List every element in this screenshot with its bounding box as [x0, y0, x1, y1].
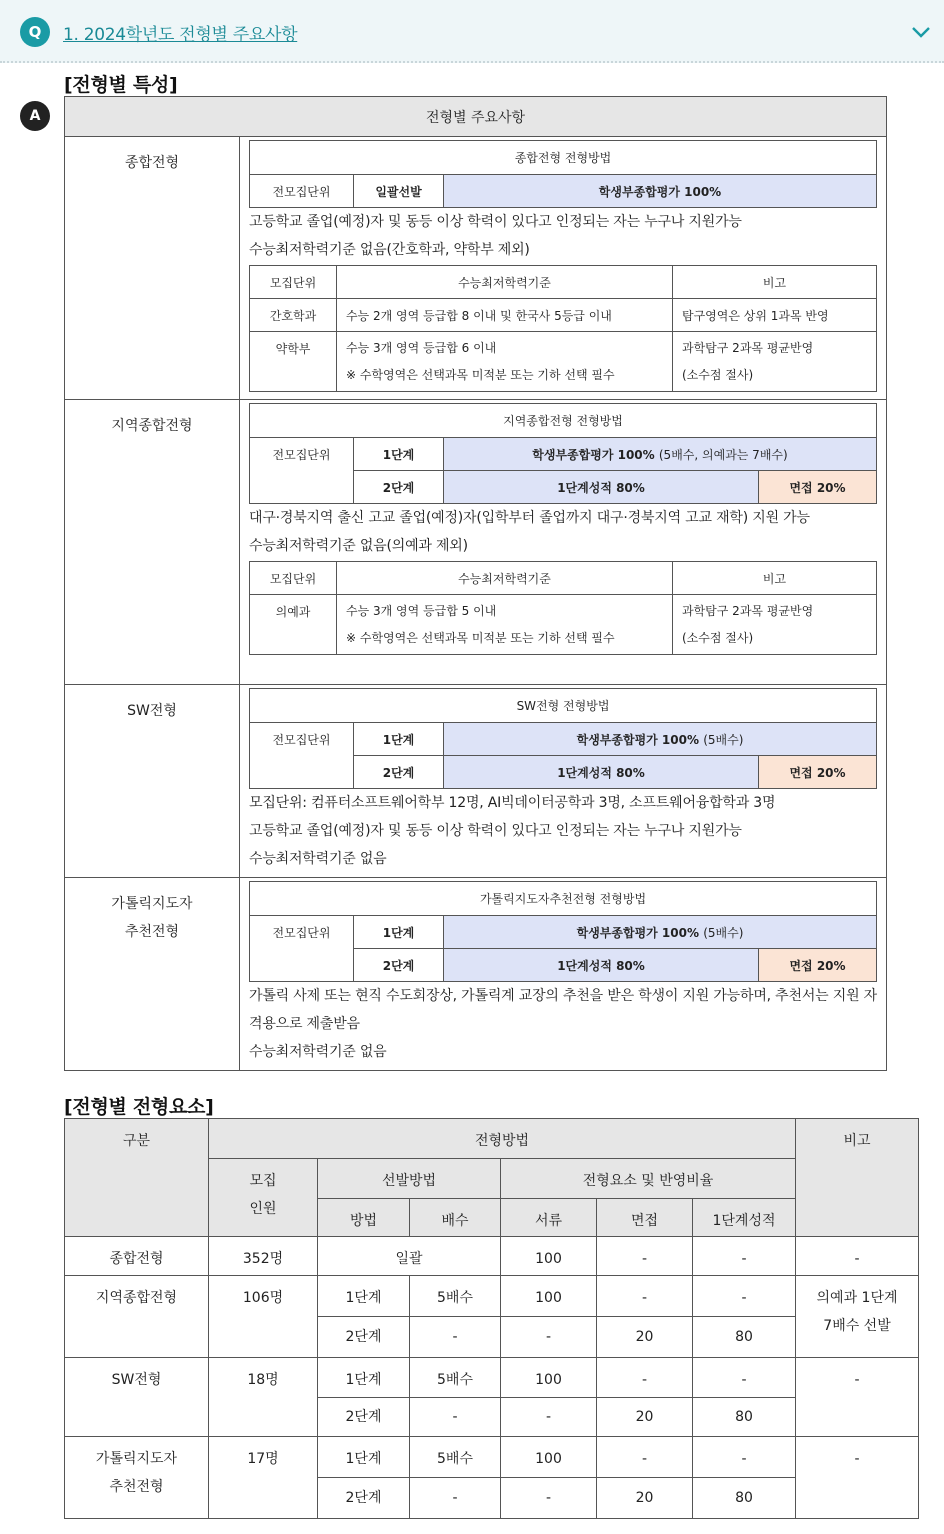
row-interview: 20 — [597, 1317, 693, 1358]
category-cell: SW전형 — [65, 685, 240, 878]
minimum-criteria-table — [249, 265, 877, 392]
eligibility-text: 고등학교 졸업(예정)자 및 동등 이상 학력이 있다고 인정되는 자는 누구나 지원가능 — [249, 823, 742, 839]
row-how: 1단계 — [318, 1276, 410, 1317]
table-row — [65, 400, 887, 685]
interview-cell: 면접 20% — [759, 471, 877, 504]
sub-header: 모집단위 — [250, 266, 337, 299]
row-how: 2단계 — [318, 1478, 410, 1519]
row-stage1-score: - — [693, 1276, 796, 1317]
sub-header: 비고 — [673, 266, 877, 299]
sub-note: 과학탐구 2과목 평균반영 (소수점 절사) — [673, 332, 877, 392]
details-cell — [240, 137, 887, 400]
row-category: 종합전형 — [65, 1237, 209, 1276]
faq-question-bar[interactable] — [0, 0, 944, 63]
row-docs: 100 — [501, 1276, 597, 1317]
row-multiple: - — [410, 1478, 501, 1519]
row-interview: - — [597, 1437, 693, 1478]
method-table — [249, 140, 877, 208]
table-row — [65, 1237, 919, 1276]
row-how: 2단계 — [318, 1398, 410, 1437]
row-stage1-score: 80 — [693, 1398, 796, 1437]
eligibility-text: 고등학교 졸업(예정)자 및 동등 이상 학력이 있다고 인정되는 자는 누구나 지원가능 — [249, 214, 742, 230]
table-row — [65, 137, 887, 400]
row-how: 2단계 — [318, 1317, 410, 1358]
sub-note: 과학탐구 2과목 평균반영 (소수점 절사) — [673, 595, 877, 655]
select-cell: 일괄선발 — [354, 175, 444, 208]
eval-cell: 1단계성적 80% — [444, 471, 759, 504]
eval-cell: 1단계성적 80% — [444, 949, 759, 982]
table-row — [65, 685, 887, 878]
row-interview: - — [597, 1237, 693, 1276]
method-title: 가톨릭지도자추천전형 전형방법 — [250, 882, 877, 916]
header-quota: 모집 인원 — [209, 1159, 318, 1237]
method-table — [249, 881, 877, 982]
category-cell: 종합전형 — [65, 137, 240, 400]
sub-unit: 간호학과 — [250, 299, 337, 332]
header-how: 방법 — [318, 1199, 410, 1237]
minimum-text: 수능최저학력기준 없음(의예과 제외) — [249, 538, 468, 554]
row-method: 일괄 — [318, 1237, 501, 1276]
table-row — [65, 1276, 919, 1317]
row-note: 의예과 1단계 7배수 선발 — [796, 1276, 919, 1358]
eligibility-text: 대구·경북지역 출신 고교 졸업(예정)자(입학부터 졸업까지 대구·경북지역 고교 재학) 지원 가능 — [249, 510, 810, 526]
header-docs: 서류 — [501, 1199, 597, 1237]
stage-cell: 2단계 — [354, 949, 444, 982]
row-interview: 20 — [597, 1478, 693, 1519]
row-stage1-score: 80 — [693, 1317, 796, 1358]
table-row — [65, 1437, 919, 1478]
header-method: 전형방법 — [209, 1119, 796, 1159]
row-multiple: - — [410, 1398, 501, 1437]
row-quota: 17명 — [209, 1437, 318, 1519]
section-title-characteristics: [전형별 특성] — [64, 74, 178, 96]
stage-cell: 1단계 — [354, 438, 444, 471]
header-note: 비고 — [796, 1119, 919, 1237]
category-cell: 지역종합전형 — [65, 400, 240, 685]
row-interview: - — [597, 1276, 693, 1317]
row-docs: - — [501, 1398, 597, 1437]
row-category: 지역종합전형 — [65, 1276, 209, 1358]
chevron-down-icon[interactable] — [906, 20, 936, 44]
eligibility-text: 가톨릭 사제 또는 현직 수도회장상, 가톨릭계 교장의 추천을 받은 학생이 지원 가능하며, 추천서는 지원 자격용으로 제출받음 — [249, 988, 877, 1032]
row-docs: 100 — [501, 1358, 597, 1398]
question-title-link[interactable]: 1. 2024학년도 전형별 주요사항 — [63, 25, 298, 45]
unit-cell: 전모집단위 — [250, 723, 354, 789]
method-title: SW전형 전형방법 — [250, 689, 877, 723]
interview-cell: 면접 20% — [759, 756, 877, 789]
sub-header: 수능최저학력기준 — [337, 562, 673, 595]
row-note: - — [796, 1358, 919, 1437]
eval-cell: 학생부종합평가 100% — [444, 175, 877, 208]
unit-cell: 전모집단위 — [250, 438, 354, 504]
minimum-criteria-table — [249, 561, 877, 655]
row-quota: 352명 — [209, 1237, 318, 1276]
units-text: 모집단위: 컴퓨터소프트웨어학부 12명, AI빅데이터공학과 3명, 소프트웨어융합학과 3명 — [249, 795, 776, 811]
row-note: - — [796, 1237, 919, 1276]
table-row — [65, 878, 887, 1071]
sub-unit: 의예과 — [250, 595, 337, 655]
row-docs: - — [501, 1317, 597, 1358]
category-cell: 가톨릭지도자 추천전형 — [65, 878, 240, 1071]
row-note: - — [796, 1437, 919, 1519]
eval-cell: 학생부종합평가 100% (5배수) — [444, 916, 877, 949]
sub-unit: 약학부 — [250, 332, 337, 392]
method-title: 종합전형 전형방법 — [250, 141, 877, 175]
table-row — [65, 1358, 919, 1398]
sub-note: 탐구영역은 상위 1과목 반영 — [673, 299, 877, 332]
stage-cell: 2단계 — [354, 756, 444, 789]
row-interview: - — [597, 1358, 693, 1398]
section-title-elements: [전형별 전형요소] — [64, 1096, 214, 1118]
minimum-text: 수능최저학력기준 없음 — [249, 1044, 387, 1060]
row-how: 1단계 — [318, 1437, 410, 1478]
sub-header: 비고 — [673, 562, 877, 595]
unit-cell: 전모집단위 — [250, 916, 354, 982]
elements-table — [64, 1118, 919, 1519]
header-selection: 선발방법 — [318, 1159, 501, 1199]
stage-cell: 1단계 — [354, 723, 444, 756]
row-stage1-score: - — [693, 1437, 796, 1478]
sub-header: 수능최저학력기준 — [337, 266, 673, 299]
details-cell — [240, 878, 887, 1071]
sub-criteria: 수능 3개 영역 등급합 5 이내 ※ 수학영역은 선택과목 미적분 또는 기하 선택 필수 — [337, 595, 673, 655]
header-elements: 전형요소 및 반영비율 — [501, 1159, 796, 1199]
method-table — [249, 688, 877, 789]
characteristics-table — [64, 96, 887, 1071]
eval-cell: 학생부종합평가 100% (5배수, 의예과는 7배수) — [444, 438, 877, 471]
row-multiple: 5배수 — [410, 1437, 501, 1478]
header-interview: 면접 — [597, 1199, 693, 1237]
row-interview: 20 — [597, 1398, 693, 1437]
answer-badge: A — [20, 101, 50, 131]
row-stage1-score: - — [693, 1237, 796, 1276]
interview-cell: 면접 20% — [759, 949, 877, 982]
eval-cell: 1단계성적 80% — [444, 756, 759, 789]
sub-header: 모집단위 — [250, 562, 337, 595]
details-cell — [240, 400, 887, 685]
header-multiple: 배수 — [410, 1199, 501, 1237]
row-how: 1단계 — [318, 1358, 410, 1398]
eval-cell: 학생부종합평가 100% (5배수) — [444, 723, 877, 756]
sub-criteria: 수능 3개 영역 등급합 6 이내 ※ 수학영역은 선택과목 미적분 또는 기하 선택 필수 — [337, 332, 673, 392]
minimum-text: 수능최저학력기준 없음 — [249, 851, 387, 867]
question-badge: Q — [20, 17, 50, 47]
row-multiple: - — [410, 1317, 501, 1358]
row-multiple: 5배수 — [410, 1358, 501, 1398]
method-table — [249, 403, 877, 504]
header-category: 구분 — [65, 1119, 209, 1237]
row-stage1-score: 80 — [693, 1478, 796, 1519]
row-docs: 100 — [501, 1437, 597, 1478]
table-header: 전형별 주요사항 — [65, 97, 887, 137]
row-multiple: 5배수 — [410, 1276, 501, 1317]
row-quota: 18명 — [209, 1358, 318, 1437]
details-cell — [240, 685, 887, 878]
unit-cell: 전모집단위 — [250, 175, 354, 208]
minimum-text: 수능최저학력기준 없음(간호학과, 약학부 제외) — [249, 242, 530, 258]
row-docs: 100 — [501, 1237, 597, 1276]
row-docs: - — [501, 1478, 597, 1519]
row-category: SW전형 — [65, 1358, 209, 1437]
stage-cell: 2단계 — [354, 471, 444, 504]
row-quota: 106명 — [209, 1276, 318, 1358]
method-title: 지역종합전형 전형방법 — [250, 404, 877, 438]
row-category: 가톨릭지도자 추천전형 — [65, 1437, 209, 1519]
row-stage1-score: - — [693, 1358, 796, 1398]
header-stage1-score: 1단계성적 — [693, 1199, 796, 1237]
sub-criteria: 수능 2개 영역 등급합 8 이내 및 한국사 5등급 이내 — [337, 299, 673, 332]
stage-cell: 1단계 — [354, 916, 444, 949]
